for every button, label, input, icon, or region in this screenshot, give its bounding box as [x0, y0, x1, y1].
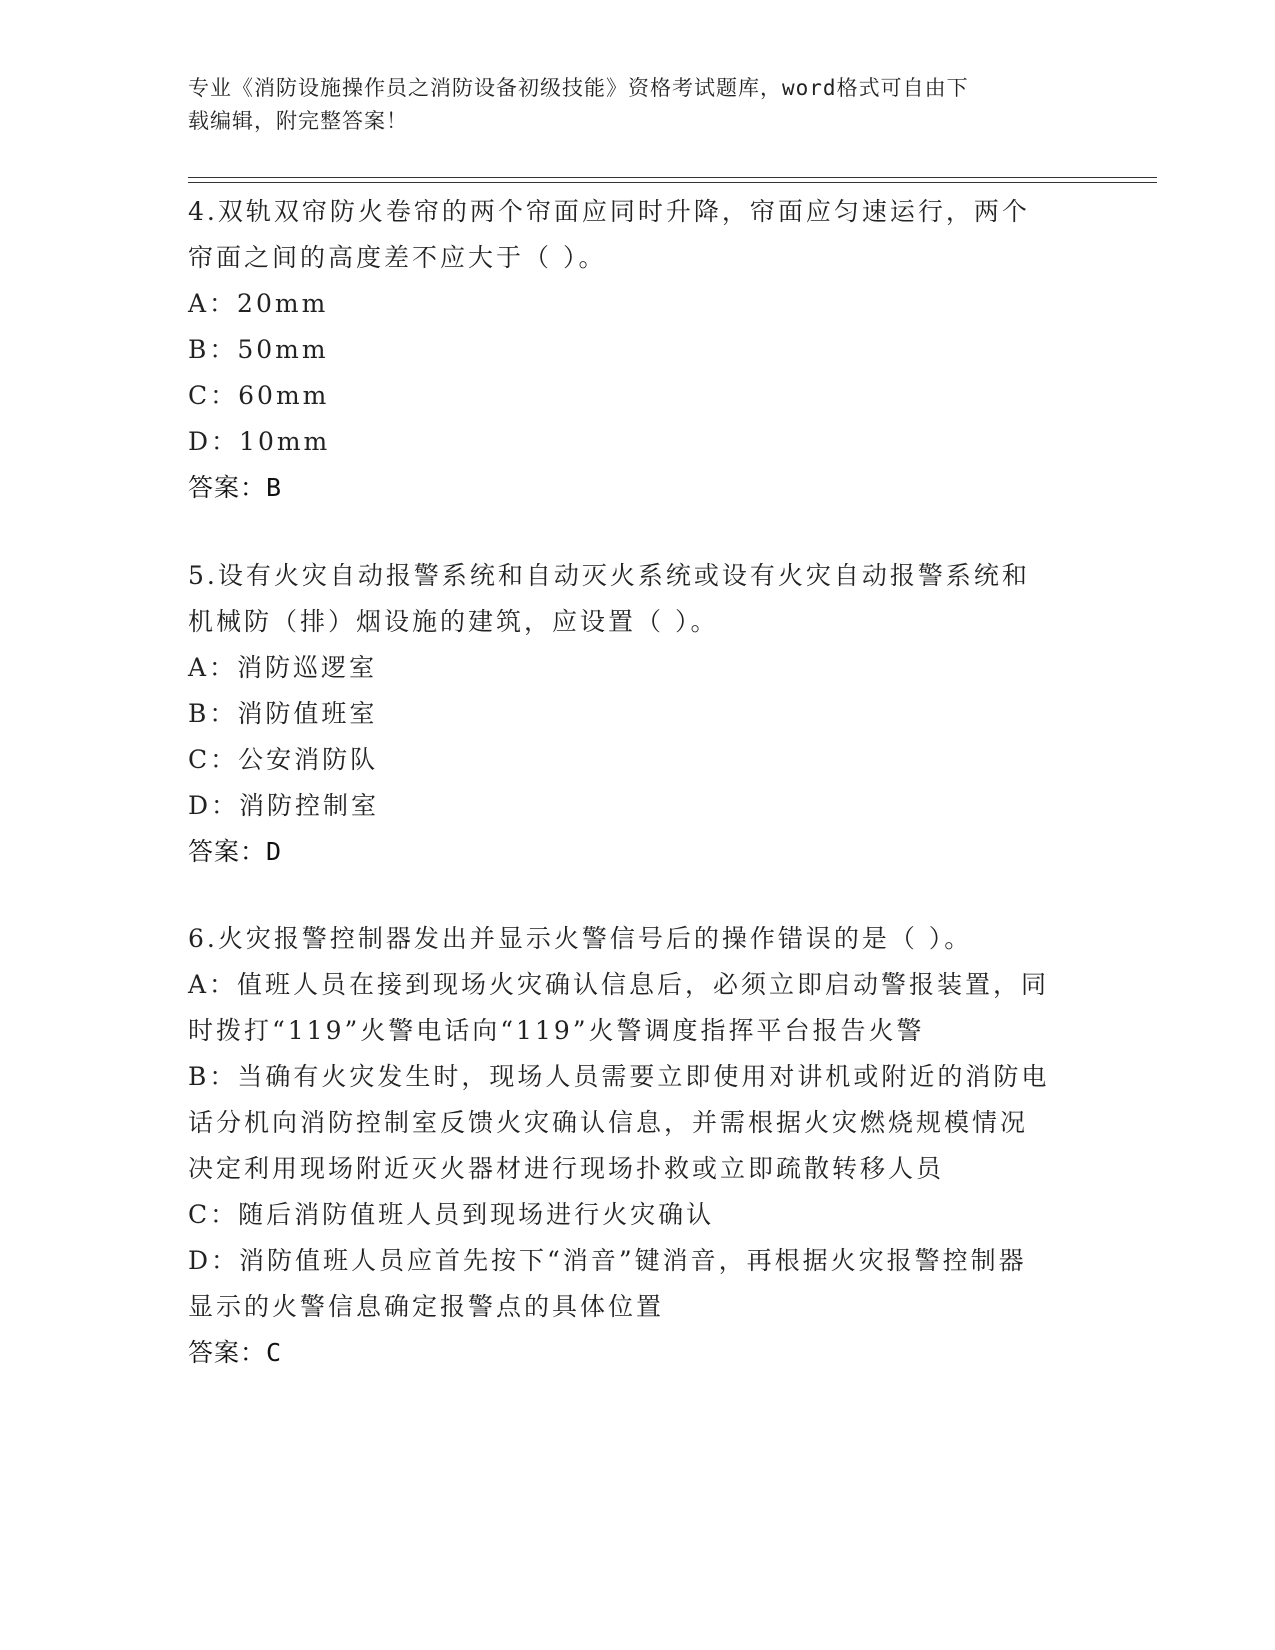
- option-b-line: 话分机向消防控制室反馈火灾确认信息，并需根据火灾燃烧规模情况: [188, 1108, 1029, 1137]
- option-c: C：60mm: [188, 381, 330, 410]
- option-a-line: 时拨打“119”火警电话向“119”火警调度指挥平台报告火警: [188, 1016, 925, 1045]
- option-c: C：公安消防队: [188, 745, 379, 774]
- question-5: [188, 553, 1088, 875]
- option-b: B：消防值班室: [188, 699, 378, 728]
- option-d-line: D：消防值班人员应首先按下“消音”键消音，再根据火灾报警控制器: [188, 1246, 1027, 1275]
- option-b-line: B：当确有火灾发生时，现场人员需要立即使用对讲机或附近的消防电: [188, 1062, 1050, 1091]
- question-stem-line: 6.火灾报警控制器发出并显示火警信号后的操作错误的是（ ）。: [188, 924, 973, 953]
- option-d: D：消防控制室: [188, 791, 380, 820]
- document-header: [188, 72, 1088, 138]
- question-6: [188, 916, 1088, 1376]
- option-a: A：20mm: [188, 289, 329, 318]
- question-stem-line: 机械防（排）烟设施的建筑，应设置（ ）。: [188, 607, 719, 636]
- header-line-2: 载编辑，附完整答案！: [188, 109, 408, 133]
- option-d-line: 显示的火警信息确定报警点的具体位置: [188, 1292, 665, 1321]
- question-stem-line: 帘面之间的高度差不应大于（ ）。: [188, 243, 607, 272]
- option-d: D：10mm: [188, 427, 331, 456]
- option-c: C：随后消防值班人员到现场进行火灾确认: [188, 1200, 715, 1229]
- question-stem-line: 5.设有火灾自动报警系统和自动灭火系统或设有火灾自动报警系统和: [188, 561, 1030, 590]
- question-4: [188, 189, 1088, 511]
- option-b-line: 决定利用现场附近灭火器材进行现场扑救或立即疏散转移人员: [188, 1154, 945, 1183]
- option-a: A：消防巡逻室: [188, 653, 378, 682]
- option-b: B：50mm: [188, 335, 329, 364]
- question-stem-line: 4.双轨双帘防火卷帘的两个帘面应同时升降，帘面应匀速运行，两个: [188, 197, 1030, 226]
- header-divider-bottom: [188, 182, 1157, 183]
- option-a-line: A：值班人员在接到现场火灾确认信息后，必须立即启动警报装置，同: [188, 970, 1050, 999]
- header-line-1: 专业《消防设施操作员之消防设备初级技能》资格考试题库，word格式可自由下: [188, 76, 969, 100]
- header-divider-top: [188, 177, 1157, 178]
- answer-line: 答案：D: [188, 837, 283, 866]
- answer-line: 答案：B: [188, 473, 283, 502]
- answer-line: 答案：C: [188, 1338, 283, 1367]
